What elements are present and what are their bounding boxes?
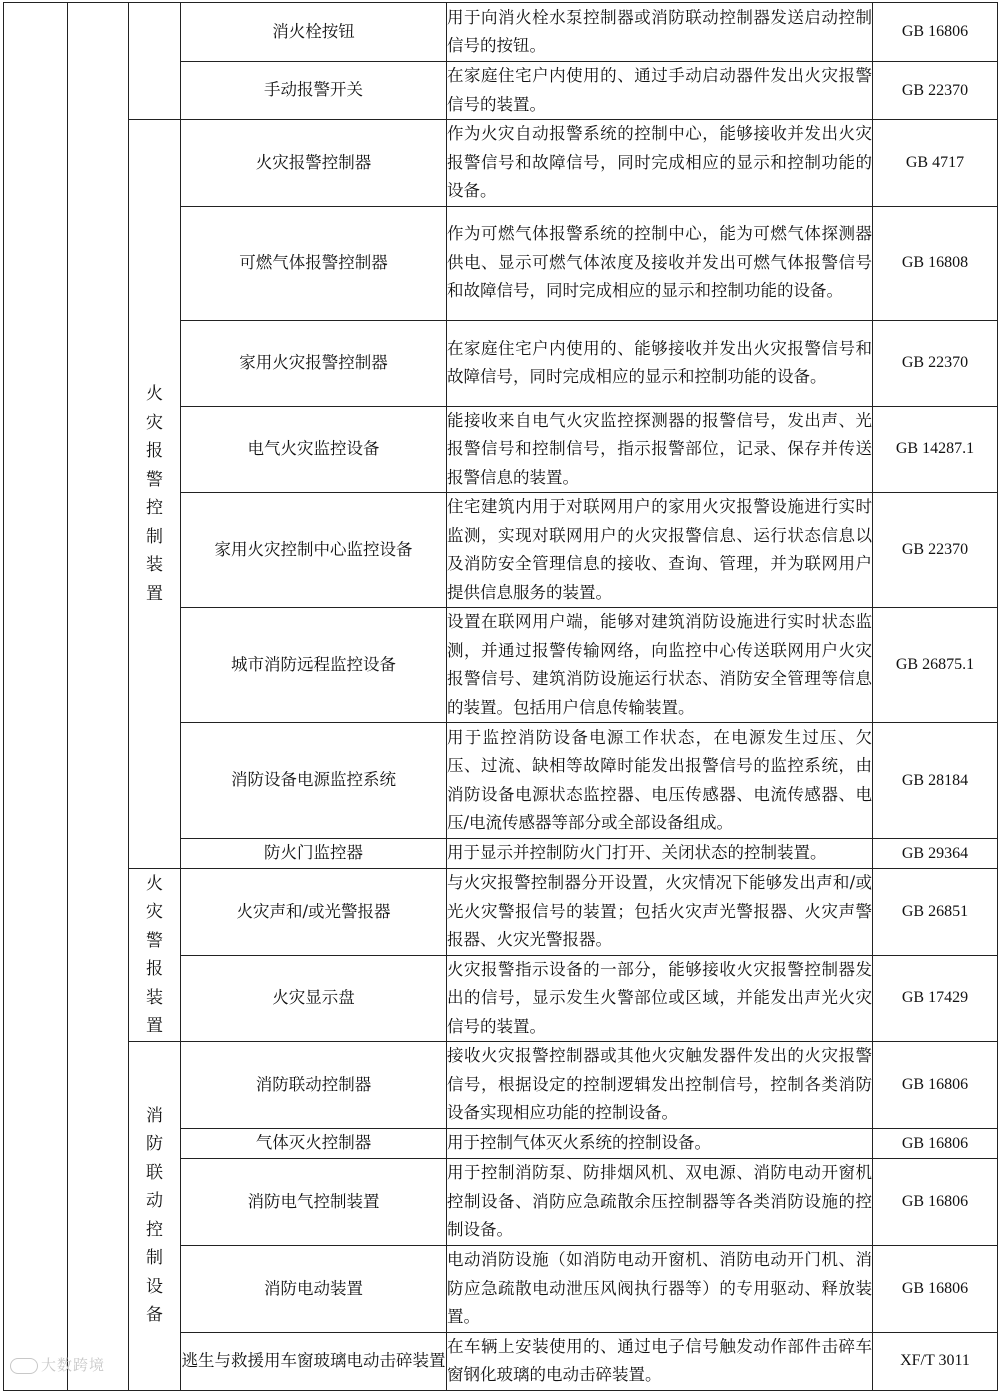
group-cell-alarm xyxy=(129,869,181,1042)
product-description: 用于控制气体灭火系统的控制设备。 xyxy=(447,1129,873,1159)
standard-code: GB 16806 xyxy=(873,1129,998,1159)
category-cell-level2 xyxy=(68,3,129,1391)
standard-code: GB 26851 xyxy=(873,869,998,956)
product-description: 接收火灾报警控制器或其他火灾触发器件发出的火灾报警信号，根据设定的控制逻辑发出控制信号，控制各类消防设备实现相应功能的控制设备。 xyxy=(447,1042,873,1129)
product-name: 气体灭火控制器 xyxy=(181,1129,447,1159)
standard-code: GB 16806 xyxy=(873,1246,998,1333)
product-description: 设置在联网用户端，能够对建筑消防设施进行实时状态监测，并通过报警传输网络，向监控中心传送联网用户火灾报警信号、建筑消防设施运行状态、消防安全管理等信息的装置。包括用户信息传输装置。 xyxy=(447,608,873,723)
product-name: 消防电气控制装置 xyxy=(181,1159,447,1246)
watermark-icon xyxy=(10,1358,38,1374)
product-description: 与火灾报警控制器分开设置，火灾情况下能够发出声和/或光火灾警报信号的装置；包括火灾声光警报器、火灾声警报器、火灾光警报器。 xyxy=(447,869,873,956)
standard-code: GB 14287.1 xyxy=(873,406,998,493)
standard-code: XF/T 3011 xyxy=(873,1332,998,1390)
product-name: 城市消防远程监控设备 xyxy=(181,608,447,723)
table-row xyxy=(4,869,998,956)
product-description: 在家庭住宅户内使用的、能够接收并发出火灾报警信号和故障信号，同时完成相应的显示和控制功能的设备。 xyxy=(447,320,873,406)
watermark-text: 大数跨境 xyxy=(41,1356,106,1374)
standard-code: GB 29364 xyxy=(873,839,998,869)
standard-code: GB 28184 xyxy=(873,723,998,839)
standard-code: GB 16806 xyxy=(873,3,998,62)
product-description: 用于控制消防泵、防排烟风机、双电源、消防电动开窗机控制设备、消防应急疏散余压控制器等各类消防设施的控制设备。 xyxy=(447,1159,873,1246)
product-name: 逃生与救援用车窗玻璃电动击碎装置 xyxy=(181,1332,447,1390)
product-description: 用于向消火栓水泵控制器或消防联动控制器发送启动控制信号的按钮。 xyxy=(447,3,873,62)
product-name: 火灾声和/或光警报器 xyxy=(181,869,447,956)
product-standards-table xyxy=(3,2,998,1391)
category-cell-level1 xyxy=(4,3,68,1391)
product-description: 作为火灾自动报警系统的控制中心，能够接收并发出火灾报警信号和故障信号，同时完成相应的显示和控制功能的设备。 xyxy=(447,120,873,207)
group-cell-control xyxy=(129,120,181,869)
product-name: 消防电动装置 xyxy=(181,1246,447,1333)
watermark-logo xyxy=(10,1354,105,1375)
standard-code: GB 16806 xyxy=(873,1042,998,1129)
product-name: 火灾报警控制器 xyxy=(181,120,447,207)
standard-code: GB 16808 xyxy=(873,206,998,320)
product-name: 可燃气体报警控制器 xyxy=(181,206,447,320)
standard-code: GB 26875.1 xyxy=(873,608,998,723)
group-label-linkage: 消防联动控制设备 xyxy=(146,1105,163,1326)
product-name: 消火栓按钮 xyxy=(181,3,447,62)
product-description: 在车辆上安装使用的、通过电子信号触发动作部件击碎车窗钢化玻璃的电动击碎装置。 xyxy=(447,1332,873,1390)
product-description: 电动消防设施（如消防电动开窗机、消防电动开门机、消防应急疏散电动泄压风阀执行器等）的专用驱动、释放装置。 xyxy=(447,1246,873,1333)
standard-code: GB 17429 xyxy=(873,955,998,1042)
product-description: 作为可燃气体报警系统的控制中心，能为可燃气体探测器供电、显示可燃气体浓度及接收并发出可燃气体报警信号和故障信号，同时完成相应的显示和控制功能的设备。 xyxy=(447,206,873,320)
group-label-control: 火灾报警控制装置 xyxy=(146,384,163,604)
product-description: 用于显示并控制防火门打开、关闭状态的控制装置。 xyxy=(447,839,873,869)
product-name: 电气火灾监控设备 xyxy=(181,406,447,493)
product-name: 家用火灾报警控制器 xyxy=(181,320,447,406)
product-description: 能接收来自电气火灾监控探测器的报警信号，发出声、光报警信号和控制信号，指示报警部位，记录、保存并传送报警信息的装置。 xyxy=(447,406,873,493)
standard-code: GB 22370 xyxy=(873,493,998,608)
product-description: 在家庭住宅户内使用的、通过手动启动器件发出火灾报警信号的装置。 xyxy=(447,62,873,120)
table-row xyxy=(4,120,998,207)
standard-code: GB 4717 xyxy=(873,120,998,207)
product-name: 家用火灾控制中心监控设备 xyxy=(181,493,447,608)
product-name: 防火门监控器 xyxy=(181,839,447,869)
product-name: 火灾显示盘 xyxy=(181,955,447,1042)
table-row xyxy=(4,1042,998,1129)
table-row xyxy=(4,3,998,62)
product-description: 住宅建筑内用于对联网用户的家用火灾报警设施进行实时监测，实现对联网用户的火灾报警信息、运行状态信息以及消防安全管理信息的接收、查询、管理，并为联网用户提供信息服务的装置。 xyxy=(447,493,873,608)
group-label-alarm: 火灾警报装置 xyxy=(146,873,163,1036)
product-description: 火灾报警指示设备的一部分，能够接收火灾报警控制器发出的信号，显示发生火警部位或区域，并能发出声光火灾信号的装置。 xyxy=(447,955,873,1042)
product-name: 消防联动控制器 xyxy=(181,1042,447,1129)
product-name: 消防设备电源监控系统 xyxy=(181,723,447,839)
standard-code: GB 22370 xyxy=(873,62,998,120)
standard-code: GB 22370 xyxy=(873,320,998,406)
group-cell-linkage xyxy=(129,1042,181,1391)
standard-code: GB 16806 xyxy=(873,1159,998,1246)
product-description: 用于监控消防设备电源工作状态，在电源发生过压、欠压、过流、缺相等故障时能发出报警信号的监控系统，由消防设备电源状态监控器、电压传感器、电流传感器、电压/电流传感器等部分或全部设备组成。 xyxy=(447,723,873,839)
product-name: 手动报警开关 xyxy=(181,62,447,120)
group-cell-previous xyxy=(129,3,181,120)
